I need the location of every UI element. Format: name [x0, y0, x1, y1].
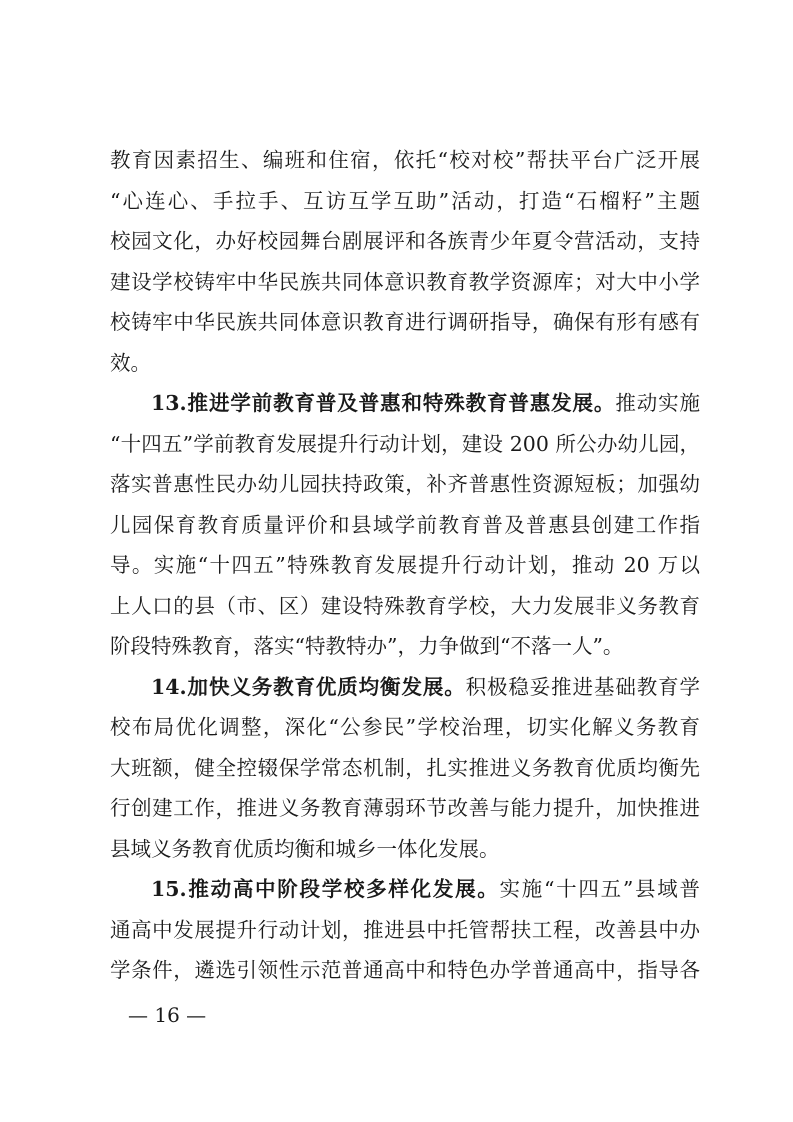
- text-line: 效。: [110, 350, 151, 375]
- text-line: 校铸牢中华民族共同体意识教育进行调研指导，确保有形有感有: [110, 310, 700, 334]
- text-line: 校布局优化调整，深化“公参民”学校治理，切实化解义务教育: [110, 715, 700, 739]
- paragraph-first-line: [110, 869, 700, 910]
- text-line: 县域义务教育优质均衡和城乡一体化发展。: [110, 836, 500, 861]
- body-text: [110, 140, 700, 991]
- text-line: 校园文化，办好校园舞台剧展评和各族青少年夏令营活动，支持: [110, 229, 700, 253]
- paragraph-heading: 14.加快义务教育优质均衡发展。: [151, 674, 466, 699]
- text-run: 实施“十四五”县域普: [499, 877, 700, 901]
- paragraph-heading: 15.推动高中阶段学校多样化发展。: [151, 877, 500, 901]
- paragraph-heading: 13.推进学前教育普及普惠和特殊教育普惠发展。: [151, 391, 616, 415]
- text-line: 阶段特殊教育，落实“特教特办”，力争做到“不落一人”。: [110, 634, 624, 658]
- text-line: 落实普惠性民办幼儿园扶持政策，补齐普惠性资源短板；加强幼: [110, 472, 700, 496]
- text-line: 上人口的县（市、区）建设特殊教育学校，大力发展非义务教育: [110, 593, 700, 618]
- text-line: 行创建工作，推进义务教育薄弱环节改善与能力提升，加快推进: [110, 796, 700, 820]
- text-line: 学条件，遴选引领性示范普通高中和特色办学普通高中，指导各: [110, 958, 700, 982]
- paragraph-first-line: [110, 383, 700, 424]
- text-line: 儿园保育教育质量评价和县域学前教育普及普惠县创建工作指: [110, 512, 700, 537]
- text-line: “十四五”学前教育发展提升行动计划，建设 200 所公办幼儿园，: [110, 431, 700, 456]
- text-line: 大班额，健全控辍保学常态机制，扎实推进义务教育优质均衡先: [110, 755, 700, 780]
- text-run: 积极稳妥推进基础教育学: [465, 674, 700, 699]
- paragraph-first-line: [110, 667, 700, 708]
- text-line: 教育因素招生、编班和住宿，依托“校对校”帮扶平台广泛开展: [110, 148, 700, 172]
- page-number: — 16 —: [128, 1003, 207, 1027]
- text-run: 推动实施: [615, 391, 700, 415]
- text-line: “心连心、手拉手、互访互学互助”活动，打造“石榴籽”主题: [110, 188, 700, 213]
- text-line: 通高中发展提升行动计划，推进县中托管帮扶工程，改善县中办: [110, 917, 700, 942]
- text-line: 建设学校铸牢中华民族共同体意识教育教学资源库；对大中小学: [110, 269, 700, 294]
- text-line: 导。实施“十四五”特殊教育发展提升行动计划，推动 20 万以: [110, 553, 700, 577]
